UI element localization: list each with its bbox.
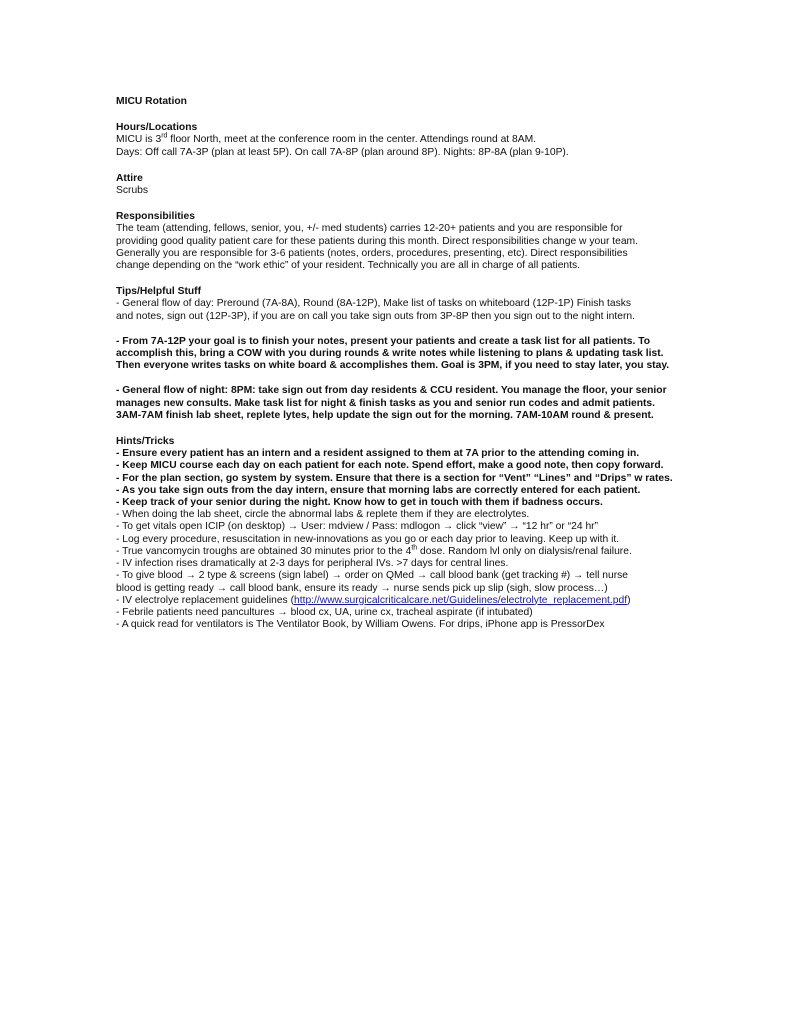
- hours-section: [116, 122, 676, 159]
- hint-item-iv: - IV infection rises dramatically at 2-3 days for peripheral IVs. >7 days for central lines.: [116, 558, 509, 570]
- hint-item-febrile: - Febrile patients need pancultures → blood cx, UA, urine cx, tracheal aspirate (if intubated): [116, 606, 533, 618]
- document-title: MICU Rotation: [116, 96, 187, 107]
- hints-heading: Hints/Tricks: [116, 436, 175, 448]
- tips-paragraph-night-flow: [116, 385, 676, 422]
- hours-line-1-sup: rd: [161, 132, 168, 140]
- hints-section: [116, 436, 676, 631]
- hint-item-lytes: [116, 595, 676, 607]
- responsibilities-line: providing good quality patient care for these patients during this month. Direct responsibilities change w your team.: [116, 235, 638, 247]
- attire-text: Scrubs: [116, 185, 149, 197]
- hours-line-1-b: floor North, meet at the conference room in the center. Attendings round at 8AM.: [167, 134, 537, 146]
- responsibilities-line: The team (attending, fellows, senior, you, +/- med students) carries 12-20+ patients and you are responsible for: [116, 223, 623, 235]
- hint-item: - As you take sign outs from the day intern, ensure that morning labs are correctly entered for each patient.: [116, 484, 641, 496]
- hint-item-log: - Log every procedure, resuscitation in new-innovations as you go or each day prior to leaving. Keep up with it.: [116, 533, 620, 545]
- responsibilities-line: Generally you are responsible for 3-6 patients (notes, orders, procedures, presenting, etc). Direct responsibilities: [116, 247, 628, 259]
- tips-line: - From 7A-12P your goal is to finish your notes, present your patients and create a task list for all patients. To: [116, 335, 651, 347]
- hint-item-lytes-a: - IV electrolye replacement guidelines (: [116, 594, 294, 606]
- hint-item: - Ensure every patient has an intern and a resident assigned to them at 7A prior to the attending coming in.: [116, 448, 640, 460]
- hint-item-vanco-b: dose. Random lvl only on dialysis/renal failure.: [417, 545, 632, 557]
- hint-item: - Keep MICU course each day on each patient for each note. Spend effort, make a good note, then copy forward.: [116, 460, 664, 472]
- hint-item-vitals: - To get vitals open ICIP (on desktop) → User: mdview / Pass: mdlogon → click “view” → “12 hr” or “24 hr”: [116, 521, 599, 533]
- tips-line: - General flow of night: 8PM: take sign out from day residents & CCU resident. You manage the floor, your senior: [116, 385, 667, 397]
- responsibilities-section: [116, 211, 676, 272]
- hint-item-blood-1: - To give blood → 2 type & screens (sign label) → order on QMed → call blood bank (get tracking #) → tell nurse: [116, 570, 629, 582]
- responsibilities-heading: Responsibilities: [116, 211, 195, 223]
- attire-heading: Attire: [116, 172, 143, 184]
- electrolyte-guidelines-link[interactable]: http://www.surgicalcriticalcare.net/Guidelines/electrolyte_replacement.pdf: [294, 594, 628, 606]
- hint-item-lytes-b: ): [627, 594, 631, 606]
- tips-line: and notes, sign out (12P-3P), if you are on call you take sign outs from 3P-8P then you sign out to the night intern.: [116, 310, 635, 322]
- hours-heading: Hours/Locations: [116, 122, 198, 134]
- hint-item-vanco-a: - True vancomycin troughs are obtained 30 minutes prior to the 4: [116, 545, 412, 557]
- tips-paragraph-goals: [116, 336, 676, 373]
- tips-heading: Tips/Helpful Stuff: [116, 286, 202, 298]
- hint-item: - Keep track of your senior during the night. Know how to get in touch with them if badness occurs.: [116, 497, 603, 509]
- tips-line: accomplish this, bring a COW with you during rounds & write notes while listening to plans & updating task list.: [116, 348, 664, 360]
- tips-paragraph-day-flow: [116, 298, 676, 322]
- tips-section: [116, 286, 676, 422]
- tips-line: manages new consults. Make task list for night & finish tasks as you and senior run codes and admit patients.: [116, 397, 655, 409]
- hours-line-2: Days: Off call 7A-3P (plan at least 5P). On call 7A-8P (plan around 8P). Nights: 8P-8A (plan 9-10P).: [116, 146, 569, 158]
- hours-line-1-a: MICU is 3: [116, 134, 162, 146]
- responsibilities-line: change depending on the “work ethic” of your resident. Technically you are all in charge of all patients.: [116, 260, 581, 272]
- tips-line: 3AM-7AM finish lab sheet, replete lytes, help update the sign out for the morning. 7AM-10AM round & present.: [116, 409, 654, 421]
- hint-item-labs: - When doing the lab sheet, circle the abnormal labs & replete them if they are electrolytes.: [116, 509, 530, 521]
- document-page: [116, 96, 676, 645]
- hint-item-vanco: [116, 546, 676, 558]
- hint-item-vanco-sup: th: [411, 544, 418, 552]
- hours-line-1: [116, 134, 676, 146]
- hint-item-blood-2: blood is getting ready → call blood bank, ensure its ready → nurse sends pick up slip (sigh, slow process…): [116, 582, 608, 594]
- tips-line: Then everyone writes tasks on white board & accomplishes them. Goal is 3PM, if you need to stay later, you stay.: [116, 360, 670, 372]
- tips-line: - General flow of day: Preround (7A-8A), Round (8A-12P), Make list of tasks on whiteboard (12P-1P) Finish tasks: [116, 298, 632, 310]
- hint-item-vent: - A quick read for ventilators is The Ventilator Book, by William Owens. For drips, iPhone app is PressorDex: [116, 619, 605, 631]
- hint-item: - For the plan section, go system by system. Ensure that there is a section for “Vent” “Lines” and “Drips” w rates.: [116, 472, 673, 484]
- attire-section: [116, 173, 676, 197]
